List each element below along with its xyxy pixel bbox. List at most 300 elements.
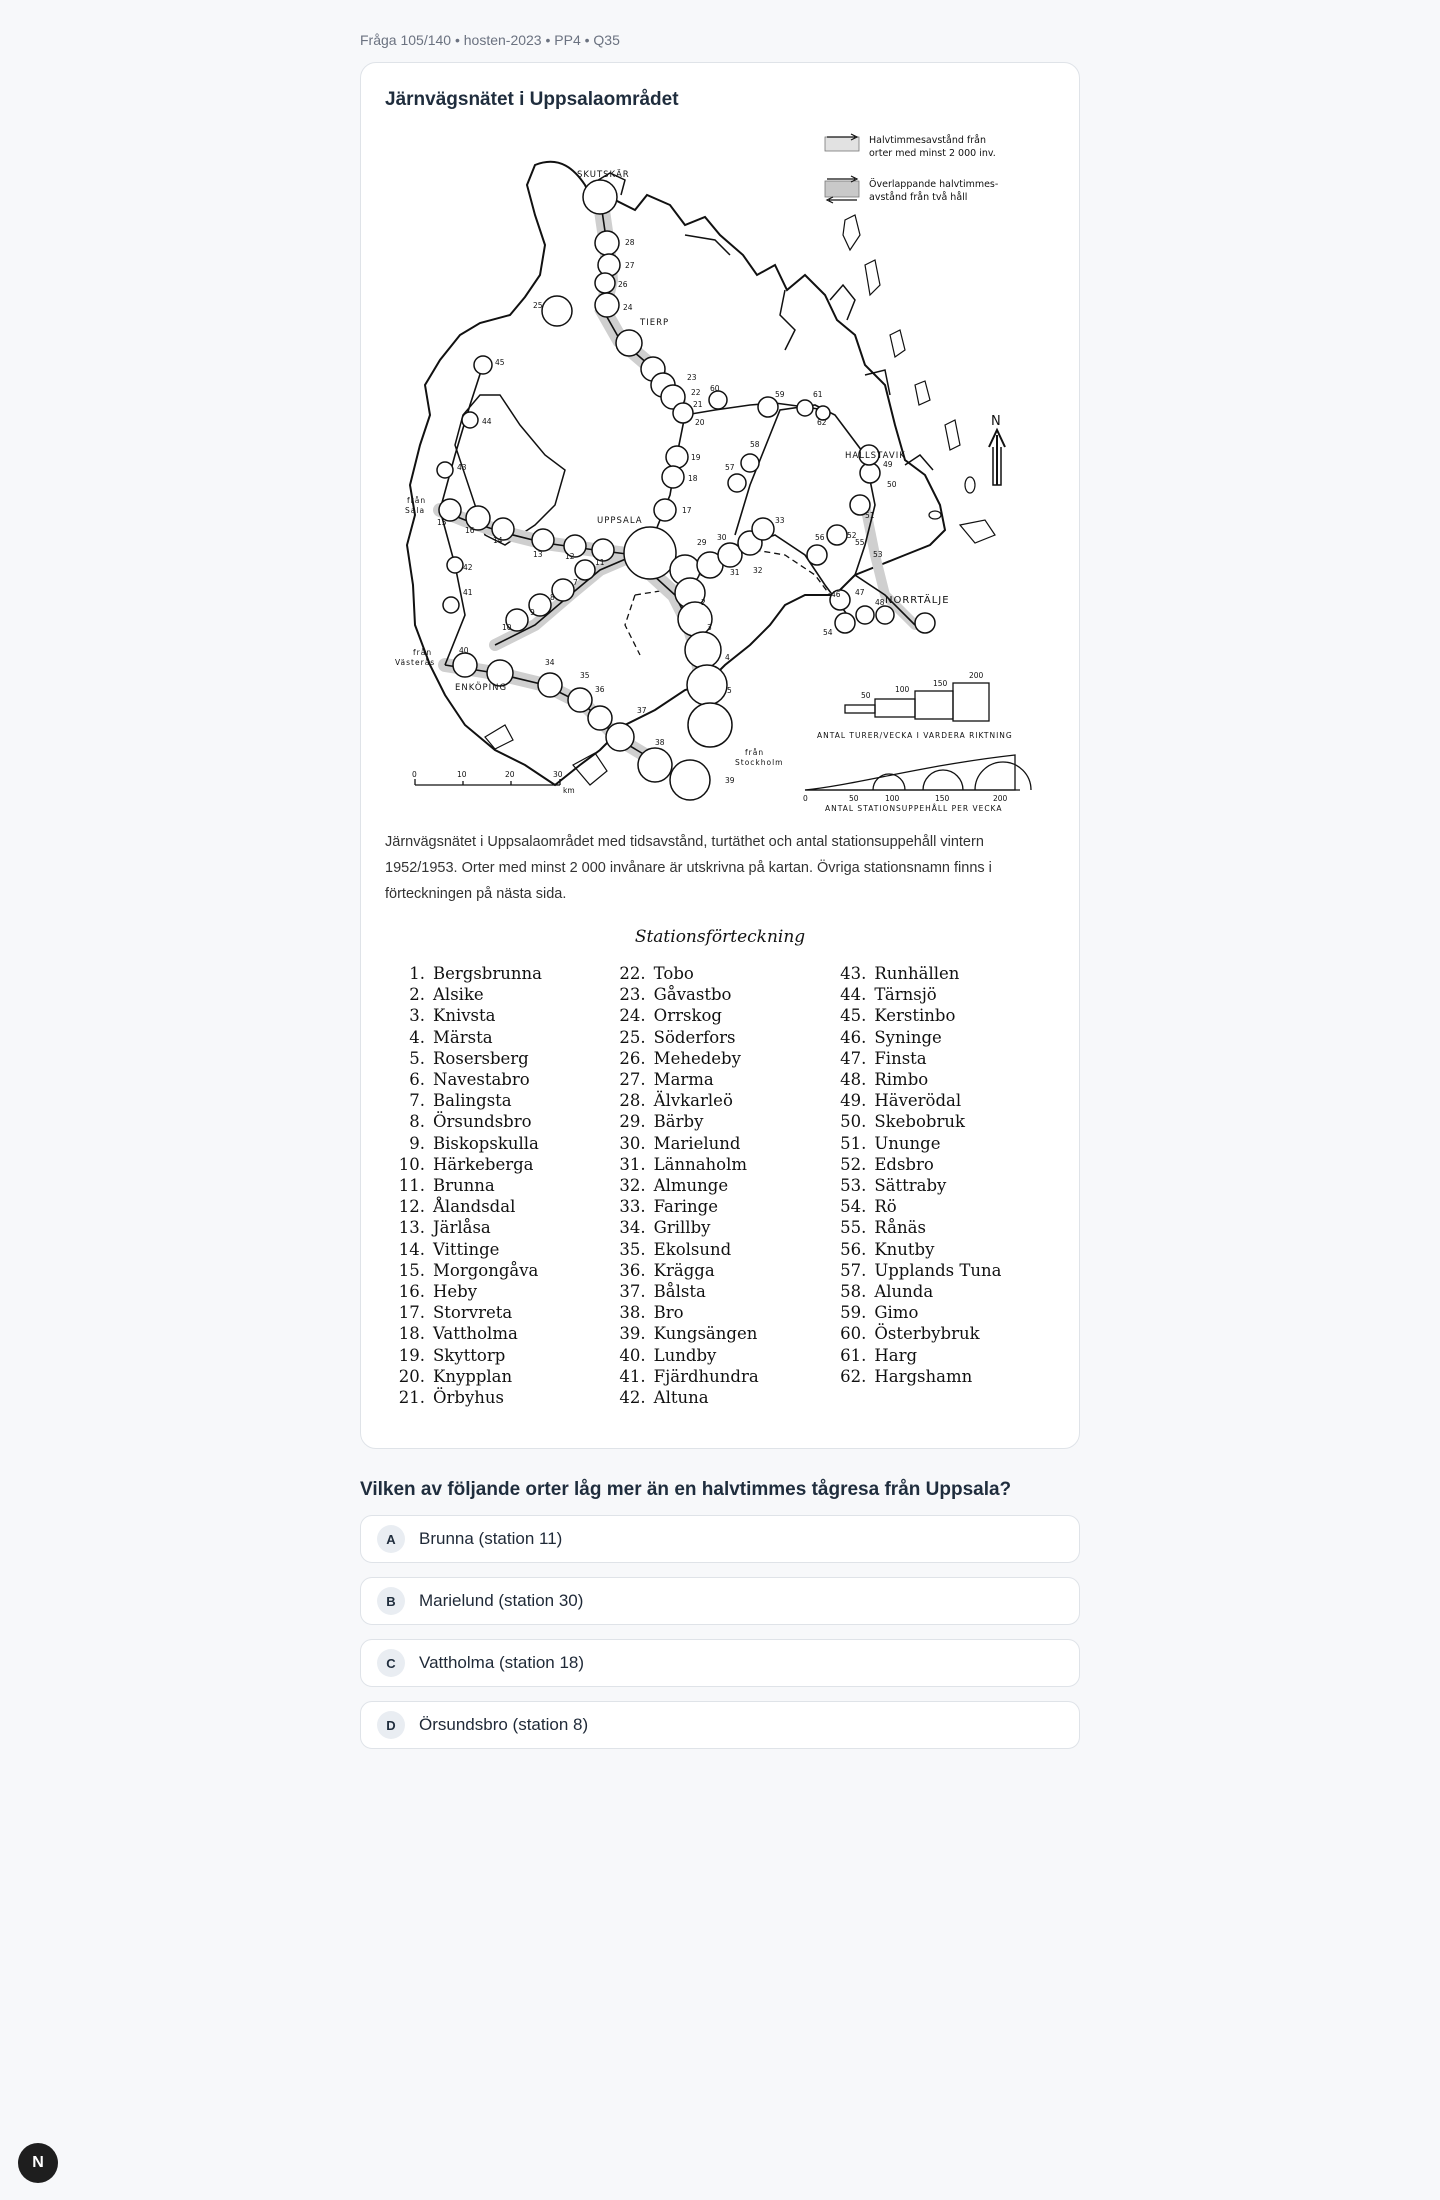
station-number: 39. xyxy=(619,1324,646,1344)
station-number: 30. xyxy=(619,1133,646,1153)
svg-text:49: 49 xyxy=(883,460,893,469)
station-name: Österbybruk xyxy=(874,1324,980,1344)
station-number: 36. xyxy=(619,1260,646,1280)
station-number: 10. xyxy=(398,1154,425,1174)
station-number: 27. xyxy=(619,1070,646,1090)
station-name: Alunda xyxy=(874,1282,934,1302)
option-letter: B xyxy=(377,1587,405,1615)
station-number: 51. xyxy=(840,1133,867,1153)
station-name: Ekolsund xyxy=(653,1239,732,1259)
station-row xyxy=(393,1069,614,1090)
svg-text:25: 25 xyxy=(533,301,543,310)
station-row xyxy=(393,1387,614,1408)
svg-text:7: 7 xyxy=(573,578,578,587)
railway-map-svg xyxy=(385,125,1057,815)
station-row xyxy=(834,963,1055,984)
station-number: 49. xyxy=(840,1091,867,1111)
station-name: Harg xyxy=(874,1345,918,1365)
svg-text:52: 52 xyxy=(847,531,857,540)
station-name: Hargshamn xyxy=(874,1366,973,1386)
station-name: Ununge xyxy=(874,1133,941,1153)
station-number: 47. xyxy=(840,1048,867,1068)
station-number: 20. xyxy=(398,1366,425,1386)
station-name: Knivsta xyxy=(433,1006,496,1026)
legend-1-line-1: Halvtimmesavstånd från xyxy=(869,135,986,146)
svg-text:26: 26 xyxy=(618,280,628,289)
place-norrtalje: NORRTÄLJE xyxy=(885,595,950,606)
station-row xyxy=(834,1323,1055,1344)
svg-text:13: 13 xyxy=(533,550,543,559)
svg-text:60: 60 xyxy=(710,384,720,393)
station-name: Ålandsdal xyxy=(433,1197,516,1217)
turer-150: 150 xyxy=(933,679,948,688)
station-row xyxy=(834,1366,1055,1387)
station-name: Runhällen xyxy=(874,964,960,983)
svg-text:48: 48 xyxy=(875,598,885,607)
place-uppsala: UPPSALA xyxy=(597,516,643,526)
svg-text:57: 57 xyxy=(725,463,735,472)
svg-text:53: 53 xyxy=(873,550,883,559)
station-row xyxy=(834,1111,1055,1132)
svg-text:47: 47 xyxy=(855,588,865,597)
svg-text:11: 11 xyxy=(595,558,605,567)
place-fran-stockholm-1: från xyxy=(745,748,765,757)
station-number: 61. xyxy=(840,1345,867,1365)
place-enkoping: ENKÖPING xyxy=(455,683,508,693)
station-number: 34. xyxy=(619,1218,646,1238)
station-name: Örbyhus xyxy=(433,1388,505,1408)
svg-text:19: 19 xyxy=(691,453,701,462)
railway-map xyxy=(385,125,1057,815)
station-number: 43. xyxy=(840,964,867,983)
turer-label: ANTAL TURER/VECKA I VARDERA RIKTNING xyxy=(817,731,1013,740)
station-number: 11. xyxy=(398,1176,425,1196)
station-number: 4. xyxy=(409,1027,425,1047)
svg-text:55: 55 xyxy=(855,538,865,547)
option-a[interactable] xyxy=(360,1515,1080,1563)
place-fran-sala-1: från xyxy=(407,496,427,505)
station-row xyxy=(834,1196,1055,1217)
station-number: 53. xyxy=(840,1176,867,1196)
station-name: Rosersberg xyxy=(433,1048,529,1068)
option-letter: D xyxy=(377,1711,405,1739)
station-row xyxy=(834,1175,1055,1196)
station-row xyxy=(393,1048,614,1069)
station-number: 42. xyxy=(619,1388,646,1408)
station-row xyxy=(834,1005,1055,1026)
station-name: Alsike xyxy=(433,985,484,1005)
station-row xyxy=(614,1111,835,1132)
svg-text:9: 9 xyxy=(530,608,535,617)
svg-text:27: 27 xyxy=(625,261,635,270)
station-row xyxy=(614,1027,835,1048)
station-name: Gåvastbo xyxy=(653,985,732,1005)
map-legend xyxy=(825,134,998,203)
station-name: Edsbro xyxy=(874,1154,934,1174)
station-number: 13. xyxy=(398,1218,425,1238)
svg-text:61: 61 xyxy=(813,390,823,399)
station-row xyxy=(614,1217,835,1238)
station-number: 9. xyxy=(409,1133,425,1153)
station-number: 54. xyxy=(840,1197,867,1217)
station-name: Bergsbrunna xyxy=(433,964,542,983)
station-name: Knutby xyxy=(874,1239,935,1259)
uppehall-50: 50 xyxy=(849,794,859,803)
station-number: 5. xyxy=(409,1048,425,1068)
station-name: Biskopskulla xyxy=(433,1133,539,1153)
station-number: 57. xyxy=(840,1260,867,1280)
station-row xyxy=(393,1133,614,1154)
option-c[interactable] xyxy=(360,1639,1080,1687)
svg-text:18: 18 xyxy=(688,474,698,483)
station-row xyxy=(393,1366,614,1387)
station-name: Finsta xyxy=(874,1048,927,1068)
station-number: 29. xyxy=(619,1112,646,1132)
svg-text:8: 8 xyxy=(550,593,555,602)
station-name: Järlåsa xyxy=(433,1218,491,1238)
station-name: Syninge xyxy=(874,1027,942,1047)
station-number: 38. xyxy=(619,1303,646,1323)
station-row xyxy=(614,1281,835,1302)
station-number: 48. xyxy=(840,1070,867,1090)
option-d[interactable] xyxy=(360,1701,1080,1749)
station-number: 59. xyxy=(840,1303,867,1323)
station-number: 26. xyxy=(619,1048,646,1068)
svg-text:38: 38 xyxy=(655,738,665,747)
station-number: 28. xyxy=(619,1091,646,1111)
km-unit: km xyxy=(563,786,575,795)
svg-text:35: 35 xyxy=(580,671,590,680)
question-meta: Fråga 105/140 • hosten-2023 • PP4 • Q35 xyxy=(360,32,620,48)
svg-text:56: 56 xyxy=(815,533,825,542)
option-letter: A xyxy=(377,1525,405,1553)
station-number: 40. xyxy=(619,1345,646,1365)
station-number: 45. xyxy=(840,1006,867,1026)
station-row xyxy=(614,1302,835,1323)
turer-scale xyxy=(817,671,1013,740)
station-name: Tobo xyxy=(653,964,694,983)
uppehall-scale xyxy=(803,755,1031,813)
svg-text:31: 31 xyxy=(730,568,740,577)
station-name: Heby xyxy=(433,1282,478,1302)
option-b[interactable] xyxy=(360,1577,1080,1625)
svg-text:22: 22 xyxy=(691,388,701,397)
station-row xyxy=(393,1345,614,1366)
station-row xyxy=(393,1196,614,1217)
station-name: Lännaholm xyxy=(653,1154,748,1174)
turer-100: 100 xyxy=(895,685,910,694)
km-10: 10 xyxy=(457,770,467,779)
svg-text:30: 30 xyxy=(717,533,727,542)
option-label: Örsundsbro (station 8) xyxy=(419,1715,589,1735)
station-name: Härkeberga xyxy=(433,1154,534,1174)
km-30: 30 xyxy=(553,770,563,779)
station-number: 19. xyxy=(398,1345,425,1365)
station-name: Marielund xyxy=(653,1133,741,1153)
station-number: 16. xyxy=(398,1282,425,1302)
svg-text:58: 58 xyxy=(750,440,760,449)
question-card xyxy=(360,62,1080,1449)
station-row xyxy=(393,984,614,1005)
turer-50: 50 xyxy=(861,691,871,700)
uppehall-label: ANTAL STATIONSUPPEHÅLL PER VECKA xyxy=(825,804,1003,813)
station-row xyxy=(614,1345,835,1366)
station-row xyxy=(393,1154,614,1175)
station-row xyxy=(393,1302,614,1323)
station-number: 24. xyxy=(619,1006,646,1026)
svg-text:59: 59 xyxy=(775,390,785,399)
station-row xyxy=(614,1323,835,1344)
north-arrow-icon xyxy=(989,414,1005,485)
uppehall-150: 150 xyxy=(935,794,950,803)
station-number: 55. xyxy=(840,1218,867,1238)
svg-text:33: 33 xyxy=(775,516,785,525)
place-fran-stockholm-2: Stockholm xyxy=(735,758,784,767)
station-number: 17. xyxy=(398,1303,425,1323)
station-name: Kerstinbo xyxy=(874,1006,956,1026)
station-name: Tärnsjö xyxy=(874,985,937,1005)
station-number: 6. xyxy=(409,1070,425,1090)
station-row xyxy=(393,963,614,984)
svg-text:14: 14 xyxy=(493,536,503,545)
station-row xyxy=(614,1196,835,1217)
station-name: Lundby xyxy=(653,1345,717,1365)
svg-text:16: 16 xyxy=(465,526,475,535)
station-row xyxy=(393,1111,614,1132)
station-row xyxy=(834,1090,1055,1111)
station-name: Skyttorp xyxy=(433,1345,506,1365)
station-name: Morgongåva xyxy=(433,1260,539,1280)
station-name: Grillby xyxy=(653,1218,711,1238)
svg-text:28: 28 xyxy=(625,238,635,247)
station-name: Kungsängen xyxy=(653,1324,758,1344)
station-number: 14. xyxy=(398,1239,425,1259)
svg-text:46: 46 xyxy=(831,590,841,599)
station-number: 50. xyxy=(840,1112,867,1132)
svg-text:10: 10 xyxy=(502,623,512,632)
place-fran-vasteras-1: från xyxy=(413,648,433,657)
svg-text:43: 43 xyxy=(457,463,467,472)
station-name: Knypplan xyxy=(433,1366,513,1386)
station-number: 3. xyxy=(409,1006,425,1026)
station-number: 33. xyxy=(619,1197,646,1217)
map-caption: Järnvägsnätet i Uppsalaområdet med tidsavstånd, turtäthet och antal stationsuppehåll vintern 1952/1953. Orter med minst 2 000 invånare är utskrivna på kartan. Övriga stationsnamn finns i förteckningen på nästa sida. xyxy=(385,834,992,902)
svg-text:36: 36 xyxy=(595,685,605,694)
station-row xyxy=(614,984,835,1005)
svg-text:21: 21 xyxy=(693,400,703,409)
svg-text:23: 23 xyxy=(687,373,697,382)
station-number: 32. xyxy=(619,1176,646,1196)
station-row xyxy=(834,1302,1055,1323)
station-row xyxy=(614,1366,835,1387)
station-row xyxy=(393,1005,614,1026)
svg-text:51: 51 xyxy=(865,511,875,520)
svg-text:40: 40 xyxy=(459,646,469,655)
svg-text:37: 37 xyxy=(637,706,647,715)
station-number: 21. xyxy=(398,1388,425,1408)
place-tierp: TIERP xyxy=(640,318,670,328)
station-number: 62. xyxy=(840,1366,867,1386)
svg-text:34: 34 xyxy=(545,658,555,667)
station-list xyxy=(385,963,1055,1408)
station-number: 25. xyxy=(619,1027,646,1047)
station-number: 56. xyxy=(840,1239,867,1259)
station-name: Älvkarleö xyxy=(653,1091,733,1111)
station-name: Almunge xyxy=(653,1176,729,1196)
km-20: 20 xyxy=(505,770,515,779)
station-number: 58. xyxy=(840,1282,867,1302)
station-name: Sättraby xyxy=(874,1176,947,1196)
station-row xyxy=(834,1133,1055,1154)
station-name: Brunna xyxy=(433,1176,495,1196)
station-name: Gimo xyxy=(874,1303,919,1323)
station-row xyxy=(614,1090,835,1111)
option-letter: C xyxy=(377,1649,405,1677)
svg-text:44: 44 xyxy=(482,417,492,426)
svg-text:17: 17 xyxy=(682,506,692,515)
station-row xyxy=(393,1175,614,1196)
station-name: Marma xyxy=(653,1070,714,1090)
svg-text:42: 42 xyxy=(463,563,473,572)
place-fran-vasteras-2: Västerås xyxy=(395,658,436,667)
station-name: Rö xyxy=(874,1197,897,1217)
svg-text:50: 50 xyxy=(887,480,897,489)
station-number: 23. xyxy=(619,985,646,1005)
legend-2-line-2: avstånd från två håll xyxy=(869,192,968,203)
station-name: Faringe xyxy=(653,1197,718,1217)
station-row xyxy=(614,1260,835,1281)
legend-2-line-1: Överlappande halvtimmes- xyxy=(869,179,999,190)
station-row xyxy=(834,984,1055,1005)
station-row xyxy=(393,1217,614,1238)
station-row xyxy=(614,1133,835,1154)
station-column-1 xyxy=(393,963,614,1408)
station-row xyxy=(834,1281,1055,1302)
station-name: Fjärdhundra xyxy=(653,1366,759,1386)
station-name: Märsta xyxy=(433,1027,493,1047)
station-row xyxy=(834,1069,1055,1090)
station-row xyxy=(614,1005,835,1026)
station-number: 52. xyxy=(840,1154,867,1174)
station-row xyxy=(614,1387,835,1408)
station-number: 46. xyxy=(840,1027,867,1047)
question-page xyxy=(360,0,1080,1749)
station-name: Örsundsbro xyxy=(433,1112,532,1132)
station-row xyxy=(393,1239,614,1260)
station-name: Krägga xyxy=(653,1260,715,1280)
station-name: Häverödal xyxy=(874,1091,962,1111)
station-row xyxy=(834,1217,1055,1238)
station-name: Rimbo xyxy=(874,1070,929,1090)
place-hallstavik: HALLSTAVIK xyxy=(845,451,906,461)
svg-text:15: 15 xyxy=(437,518,447,527)
station-name: Mehedeby xyxy=(653,1048,741,1068)
uppehall-0: 0 xyxy=(803,794,808,803)
place-fran-sala-2: Sala xyxy=(405,506,426,515)
station-row xyxy=(834,1345,1055,1366)
station-row xyxy=(393,1090,614,1111)
station-name: Navestabro xyxy=(433,1070,530,1090)
svg-text:54: 54 xyxy=(823,628,833,637)
option-label: Brunna (station 11) xyxy=(419,1529,563,1549)
station-number: 1. xyxy=(409,964,425,983)
svg-text:2: 2 xyxy=(701,598,706,607)
station-row xyxy=(614,963,835,984)
legend-1-line-2: orter med minst 2 000 inv. xyxy=(869,148,996,159)
svg-text:39: 39 xyxy=(725,776,735,785)
station-name: Bärby xyxy=(653,1112,704,1132)
station-number: 18. xyxy=(398,1324,425,1344)
question-text: Vilken av följande orter låg mer än en halvtimmes tågresa från Uppsala? xyxy=(360,1479,1012,1501)
option-label: Vattholma (station 18) xyxy=(419,1653,585,1673)
station-row xyxy=(834,1260,1055,1281)
station-row xyxy=(834,1239,1055,1260)
station-name: Vittinge xyxy=(433,1239,500,1259)
station-name: Storvreta xyxy=(433,1303,513,1323)
station-row xyxy=(393,1323,614,1344)
app-logo-button[interactable]: N xyxy=(18,2143,58,2183)
station-row xyxy=(834,1048,1055,1069)
uppehall-200: 200 xyxy=(993,794,1008,803)
svg-text:41: 41 xyxy=(463,588,473,597)
station-number: 8. xyxy=(409,1112,425,1132)
station-list-title: Stationsförteckning xyxy=(634,927,806,947)
station-name: Upplands Tuna xyxy=(874,1260,1002,1280)
station-row xyxy=(614,1048,835,1069)
svg-text:45: 45 xyxy=(495,358,505,367)
station-column-2 xyxy=(614,963,835,1408)
station-number: 2. xyxy=(409,985,425,1005)
svg-text:24: 24 xyxy=(623,303,633,312)
station-number: 12. xyxy=(398,1197,425,1217)
svg-text:62: 62 xyxy=(817,418,827,427)
station-row xyxy=(393,1260,614,1281)
svg-text:12: 12 xyxy=(565,552,575,561)
svg-text:20: 20 xyxy=(695,418,705,427)
station-name: Bro xyxy=(653,1303,684,1323)
station-number: 35. xyxy=(619,1239,646,1259)
station-name: Rånäs xyxy=(874,1218,926,1238)
station-row xyxy=(614,1154,835,1175)
station-row xyxy=(393,1281,614,1302)
station-name: Orrskog xyxy=(653,1006,722,1026)
station-number: 41. xyxy=(619,1366,646,1386)
station-number: 7. xyxy=(409,1091,425,1111)
station-row xyxy=(614,1175,835,1196)
station-column-3 xyxy=(834,963,1055,1408)
station-circles xyxy=(437,180,935,800)
station-number: 37. xyxy=(619,1282,646,1302)
station-number: 31. xyxy=(619,1154,646,1174)
station-row xyxy=(834,1027,1055,1048)
svg-text:3: 3 xyxy=(707,623,712,632)
station-row xyxy=(834,1154,1055,1175)
station-name: Söderfors xyxy=(653,1027,736,1047)
station-number: 15. xyxy=(398,1260,425,1280)
station-name: Skebobruk xyxy=(874,1112,965,1132)
km-0: 0 xyxy=(412,770,417,779)
station-row xyxy=(393,1027,614,1048)
north-label: N xyxy=(991,414,1001,429)
svg-text:29: 29 xyxy=(697,538,707,547)
station-row xyxy=(614,1069,835,1090)
card-title: Järnvägsnätet i Uppsalaområdet xyxy=(385,89,679,110)
station-name: Altuna xyxy=(653,1388,709,1408)
station-name: Vattholma xyxy=(433,1324,518,1344)
option-label: Marielund (station 30) xyxy=(419,1591,584,1611)
station-number: 22. xyxy=(619,964,646,983)
svg-text:4: 4 xyxy=(725,653,730,662)
